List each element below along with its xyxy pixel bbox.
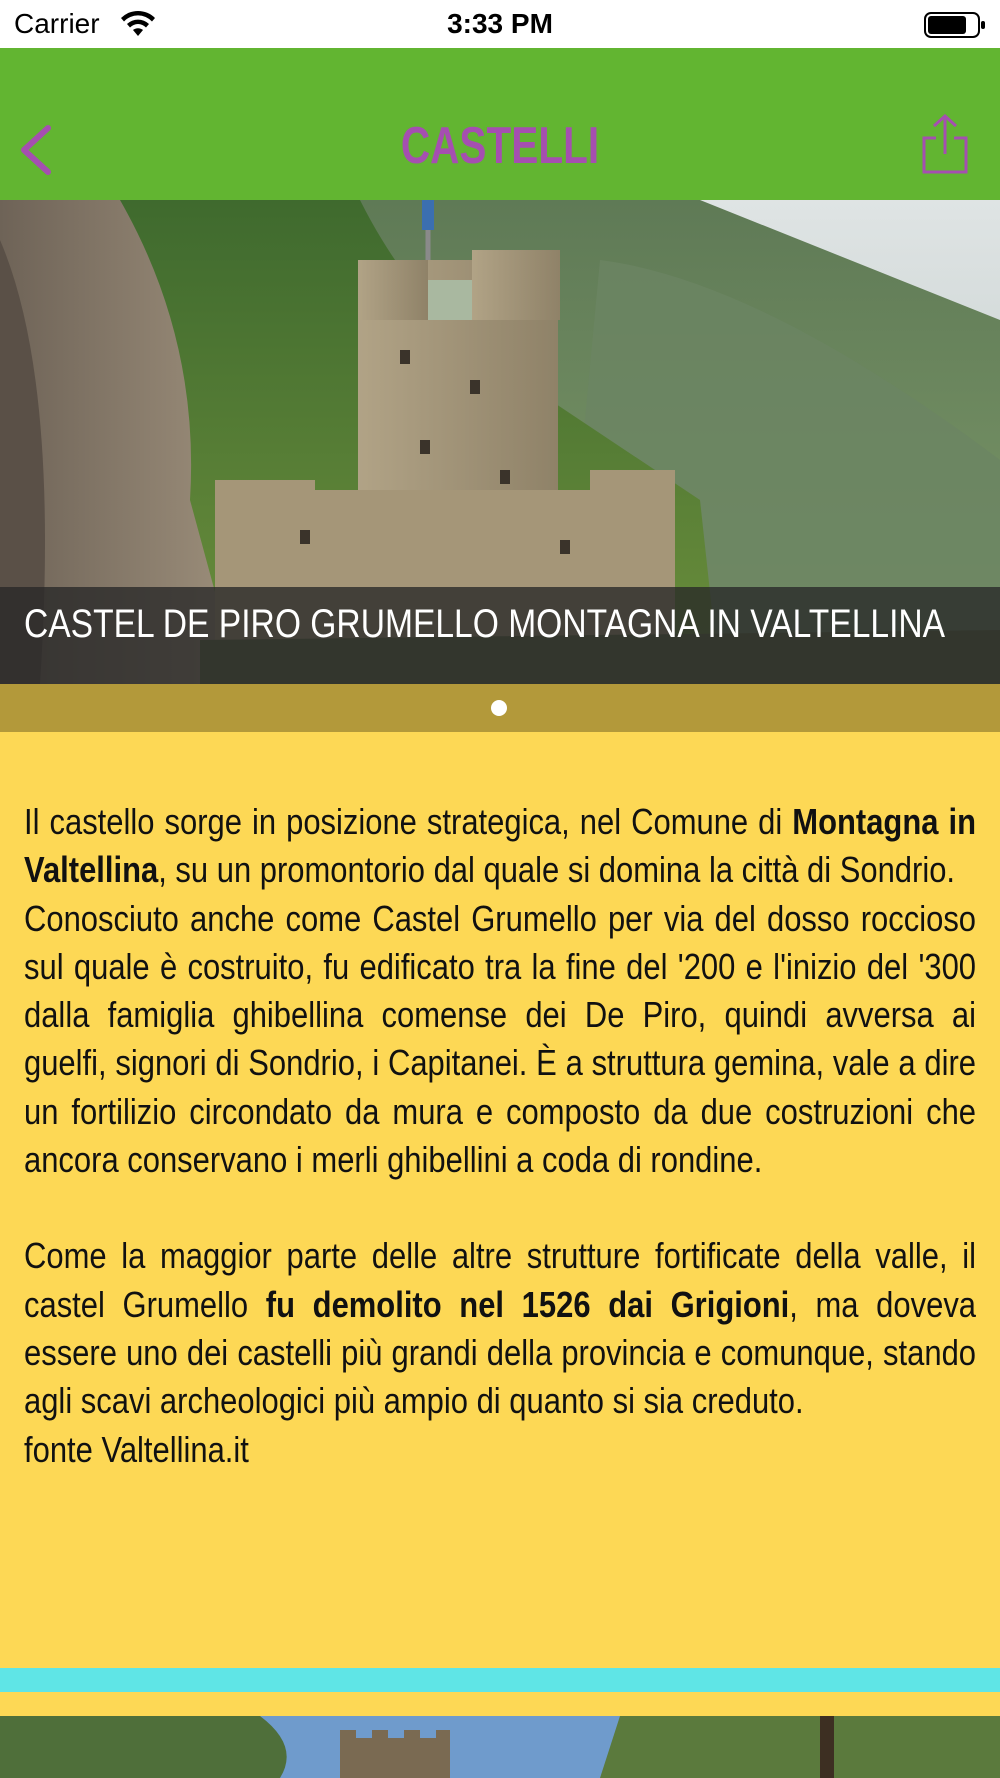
carrier-label: Carrier: [14, 8, 100, 39]
next-castle-photo[interactable]: [0, 1716, 1000, 1778]
chevron-left-icon[interactable]: [16, 122, 56, 178]
divider-gap: [0, 1692, 1000, 1716]
page-title: CASTELLI: [400, 117, 600, 175]
page-dot-active[interactable]: [491, 700, 507, 716]
description-paragraph-1: Il castello sorge in posizione strategica, nel Comune di Montagna in Valtellina, su un promontorio dal quale si domina la città di Sondrio.: [24, 801, 977, 891]
slide-caption: CASTEL DE PIRO GRUMELLO MONTAGNA IN VALTELLINA: [24, 602, 946, 646]
image-slider[interactable]: [0, 200, 1000, 684]
source-credit: fonte Valtellina.it: [24, 1428, 249, 1470]
share-icon[interactable]: [920, 112, 970, 176]
section-divider: [0, 1668, 1000, 1692]
description-paragraph-3: Come la maggior parte delle altre strutture fortificate della valle, il castel Grumello fu demolito nel 1526 dai Grigioni, ma doveva essere uno dei castelli più grandi della provincia e comunque, stando agli scavi archeologici più ampio di quanto si sia creduto.: [24, 1235, 977, 1422]
description-paragraph-2: Conosciuto anche come Castel Grumello per via del dosso roccioso sul quale è costruito, fu edificato tra la fine del '200 e l'inizio del '300 dalla famiglia ghibellina comense dei De Piro, quindi avversa ai guelfi, signori di Sondrio, i Capitanei. È a struttura gemina, vale a dire un fortilizio circondato da mura e composto da due costruzioni che ancora conservano i merli ghibellini a coda di rondine.: [24, 897, 977, 1181]
status-time: 3:33 PM: [447, 8, 553, 39]
highlight-demolition: fu demolito nel 1526 dai Grigioni: [265, 1283, 790, 1325]
castle-description: [24, 798, 976, 1474]
next-photo-image: [0, 1716, 1000, 1778]
highlight-location: Montagna in Valtellina: [24, 801, 977, 891]
battery-icon: [924, 12, 986, 38]
status-bar: [0, 0, 1000, 48]
